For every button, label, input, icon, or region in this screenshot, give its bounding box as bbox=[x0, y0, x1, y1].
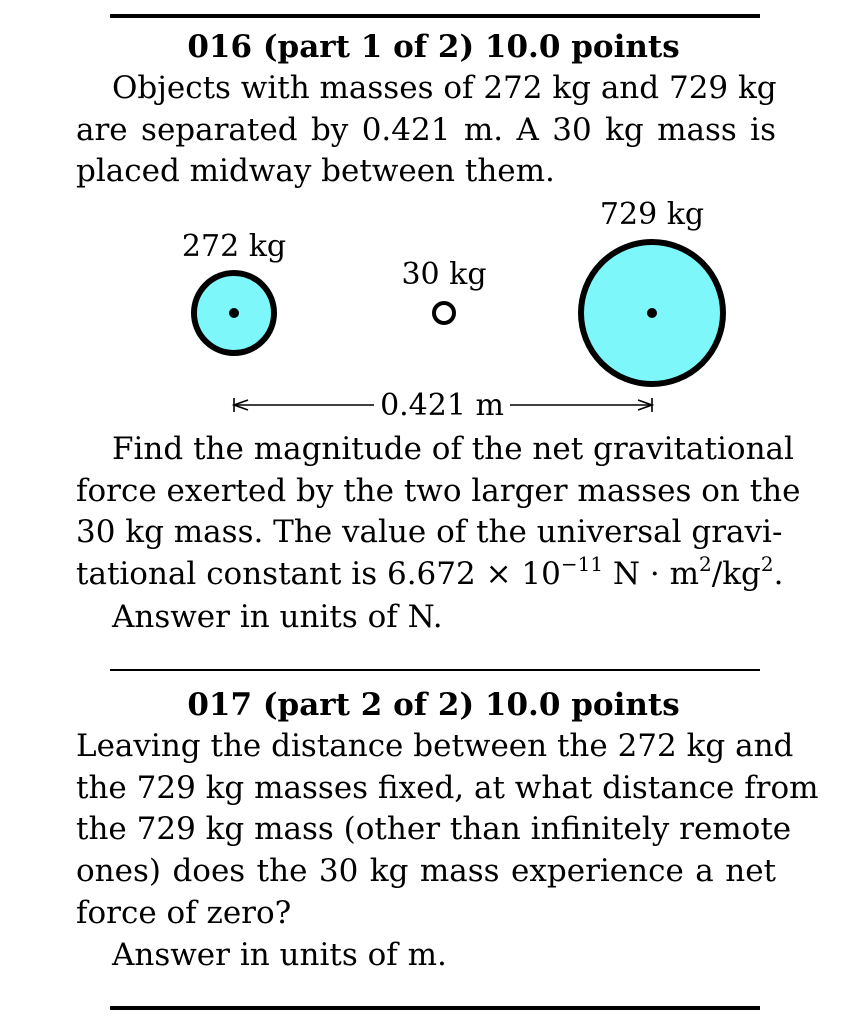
middle-rule bbox=[110, 669, 760, 671]
part1-intro-line: Objects with masses of 272 kg and 729 kg bbox=[112, 70, 777, 106]
part1-question-line: 30 kg mass. The value of the universal gravi- bbox=[76, 514, 783, 551]
part2-question-line: Leaving the distance between the 272 kg and bbox=[76, 728, 794, 764]
mass-30kg-circle bbox=[434, 303, 454, 323]
mass-729kg-center-dot bbox=[647, 308, 657, 318]
label-272kg: 272 kg bbox=[181, 229, 287, 264]
part1-intro-line: are separated by 0.421 m. A 30 kg mass is bbox=[76, 111, 776, 148]
part2-question-line: the 729 kg mass (other than infinitely remote bbox=[76, 811, 792, 848]
part2-answer-units: Answer in units of m. bbox=[112, 937, 447, 973]
part1-answer-units: Answer in units of N. bbox=[112, 599, 443, 635]
unit-square-1: 2 bbox=[699, 552, 712, 577]
constant-unit-end: /kg bbox=[711, 556, 761, 593]
part1-intro bbox=[76, 68, 776, 193]
constant-period: . bbox=[773, 556, 784, 593]
part1-question bbox=[76, 429, 801, 596]
constant-exponent: −11 bbox=[560, 552, 604, 577]
constant-unit-middle: N · m bbox=[603, 556, 700, 593]
constant-prefix: tational constant is 6.672 × 10 bbox=[76, 556, 561, 593]
label-30kg: 30 kg bbox=[401, 257, 487, 292]
bottom-rule bbox=[110, 1006, 760, 1010]
label-729kg: 729 kg bbox=[599, 197, 705, 232]
top-rule bbox=[110, 14, 760, 18]
gravitational-constant-line bbox=[76, 552, 784, 596]
part1-intro-line: placed midway between them. bbox=[76, 153, 555, 190]
part2-question-line: the 729 kg masses fixed, at what distance from bbox=[76, 769, 819, 806]
part1-question-line: force exerted by the two larger masses on the bbox=[76, 472, 801, 509]
mass-272kg-center-dot bbox=[229, 308, 239, 318]
part2-question-line: ones) does the 30 kg mass experience a net bbox=[76, 853, 776, 890]
part2-heading: 017 (part 2 of 2) 10.0 points bbox=[187, 687, 680, 723]
mass-diagram bbox=[0, 195, 867, 425]
unit-square-2: 2 bbox=[760, 552, 774, 577]
distance-label: 0.421 m bbox=[380, 388, 504, 423]
part1-heading: 016 (part 1 of 2) 10.0 points bbox=[187, 29, 680, 65]
part2-question bbox=[76, 726, 819, 935]
part2-question-line: force of zero? bbox=[76, 894, 292, 931]
part1-question-line: Find the magnitude of the net gravitational bbox=[112, 431, 794, 467]
